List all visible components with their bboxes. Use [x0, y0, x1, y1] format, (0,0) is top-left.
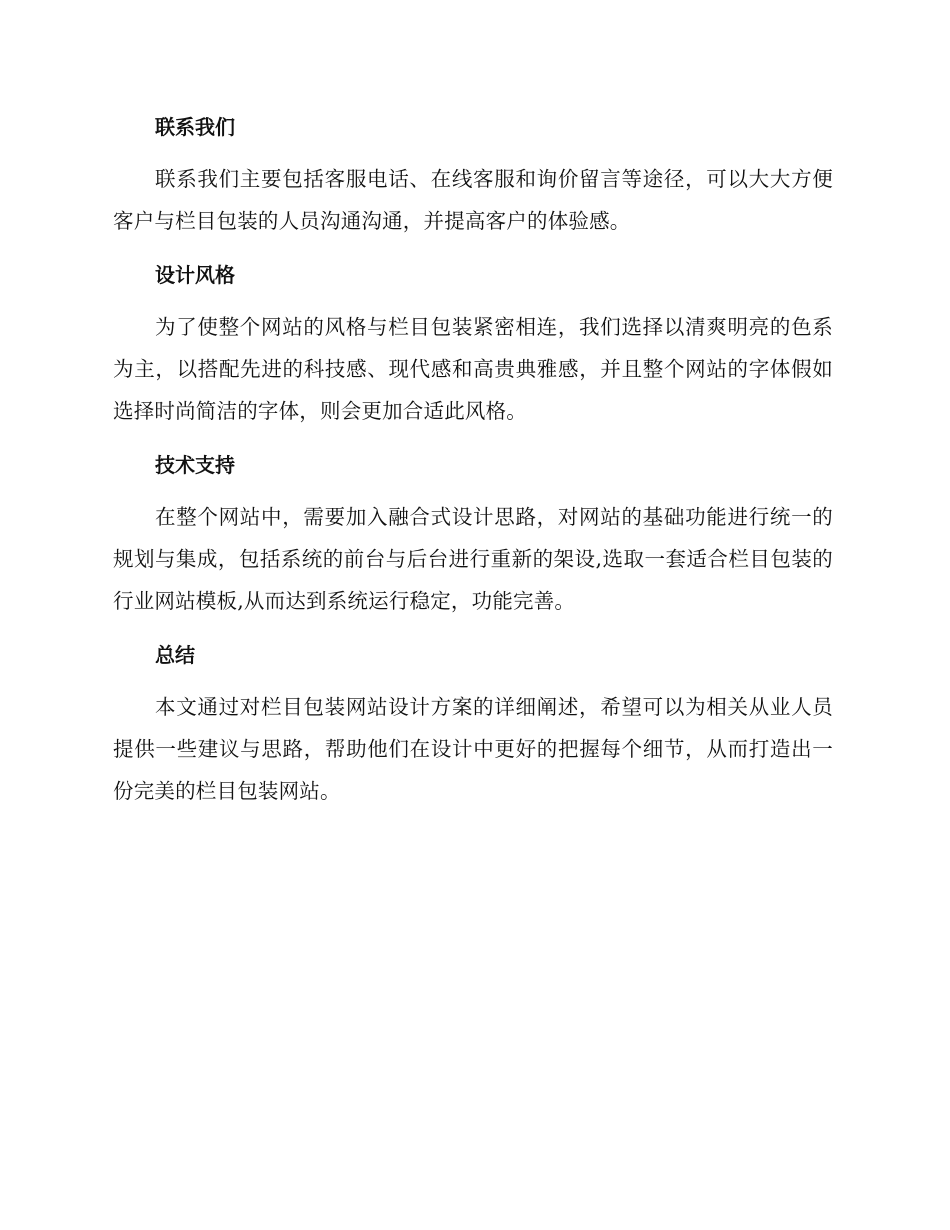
section-tech-support [113, 444, 833, 622]
section-heading: 总结 [155, 643, 195, 667]
document-body [113, 106, 833, 824]
section-heading: 联系我们 [155, 115, 235, 139]
section-heading: 技术支持 [155, 453, 235, 477]
section-contact [113, 106, 833, 242]
section-paragraph: 本文通过对栏目包装网站设计方案的详细阐述，希望可以为相关从业人员提供一些建议与思路，帮助他们在设计中更好的把握每个细节，从而打造出一份完美的栏目包装网站。 [113, 695, 833, 803]
section-paragraph: 在整个网站中，需要加入融合式设计思路，对网站的基础功能进行统一的规划与集成，包括系统的前台与后台进行重新的架设,选取一套适合栏目包装的行业网站模板,从而达到系统运行稳定，功能完善。 [113, 505, 833, 613]
section-paragraph: 为了使整个网站的风格与栏目包装紧密相连，我们选择以清爽明亮的色系为主，以搭配先进的科技感、现代感和高贵典雅感，并且整个网站的字体假如选择时尚简洁的字体，则会更加合适此风格。 [113, 315, 833, 423]
section-heading: 设计风格 [155, 263, 235, 287]
section-paragraph: 联系我们主要包括客服电话、在线客服和询价留言等途径，可以大大方便客户与栏目包装的人员沟通沟通，并提高客户的体验感。 [113, 167, 833, 233]
section-design-style [113, 254, 833, 432]
section-summary [113, 634, 833, 812]
